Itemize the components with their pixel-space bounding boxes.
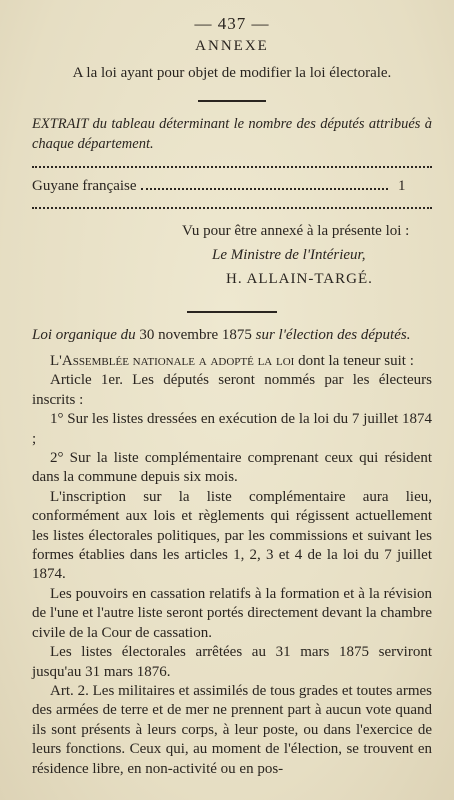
paragraph: 1° Sur les listes dressées en exécution de la loi du 7 juillet 1874 ; <box>32 411 432 447</box>
row-count: 1 <box>398 178 406 194</box>
annex-subtitle: A la loi ayant pour objet de modifier la loi électorale. <box>72 65 392 81</box>
page-number: — 437 — <box>194 14 270 33</box>
law-title-prefix: Loi organique du <box>32 327 136 343</box>
law-title-suffix: sur l'élection des députés. <box>255 327 411 343</box>
paragraph: Les listes électorales arrêtées au 31 mars 1875 serviront jusqu'au 31 mars 1876. <box>32 644 432 680</box>
section-rule <box>187 311 277 313</box>
signature-block <box>182 219 432 291</box>
paragraph: L'inscription sur la liste complémentaire aura lieu, conformément aux lois et règlements qui régissent actuellement les listes électorales politiques, par les commissions et suivant les formes établies dans les articles 1, 2, 3 et 4 de la loi du 7 juillet 1874. <box>32 488 432 583</box>
paragraph: Article 1er. Les députés seront nommés par les électeurs inscrits : <box>32 372 432 408</box>
dotted-separator <box>32 207 432 209</box>
signature-line: Vu pour être annexé à la présente loi : <box>182 223 410 239</box>
minister-name: H. ALLAIN-TARGÉ. <box>226 271 373 287</box>
paragraph-lead: L'Assemblée nationale a adopté la loi <box>50 353 295 369</box>
section-rule <box>198 100 266 102</box>
extract-heading: EXTRAIT du tableau déterminant le nombre des députés attribués à chaque département. <box>32 116 432 152</box>
row-label: Guyane française <box>32 178 137 194</box>
law-title-date: 30 novembre 1875 <box>139 327 252 343</box>
paragraph: Les pouvoirs en cassation relatifs à la formation et à la révision de l'une et l'autre liste seront portés directement devant la chambre civile de la Cour de cassation. <box>32 585 432 641</box>
minister-title: Le Ministre de l'Intérieur, <box>212 247 366 263</box>
dot-leader <box>141 188 388 190</box>
paragraph-text: dont la teneur suit : <box>298 353 414 369</box>
law-title <box>32 327 432 344</box>
paragraph: Art. 2. Les militaires et assimilés de tous grades et toutes armes des armées de terre et de mer ne prennent part à aucun vote quand ils sont présents à leurs corps, à leur poste, ou dans l'exercice de leurs fonctions. Ceux qui, au moment de l'élection, se trouvent en résidence libre, en non-activité ou en pos- <box>32 682 432 777</box>
paragraph <box>32 352 432 371</box>
annex-title: ANNEXE <box>195 38 269 54</box>
law-body <box>32 352 432 779</box>
paragraph: 2° Sur la liste complémentaire comprenant ceux qui résident dans la commune depuis six mois. <box>32 450 432 486</box>
table-row <box>32 178 432 195</box>
dotted-separator <box>32 166 432 168</box>
